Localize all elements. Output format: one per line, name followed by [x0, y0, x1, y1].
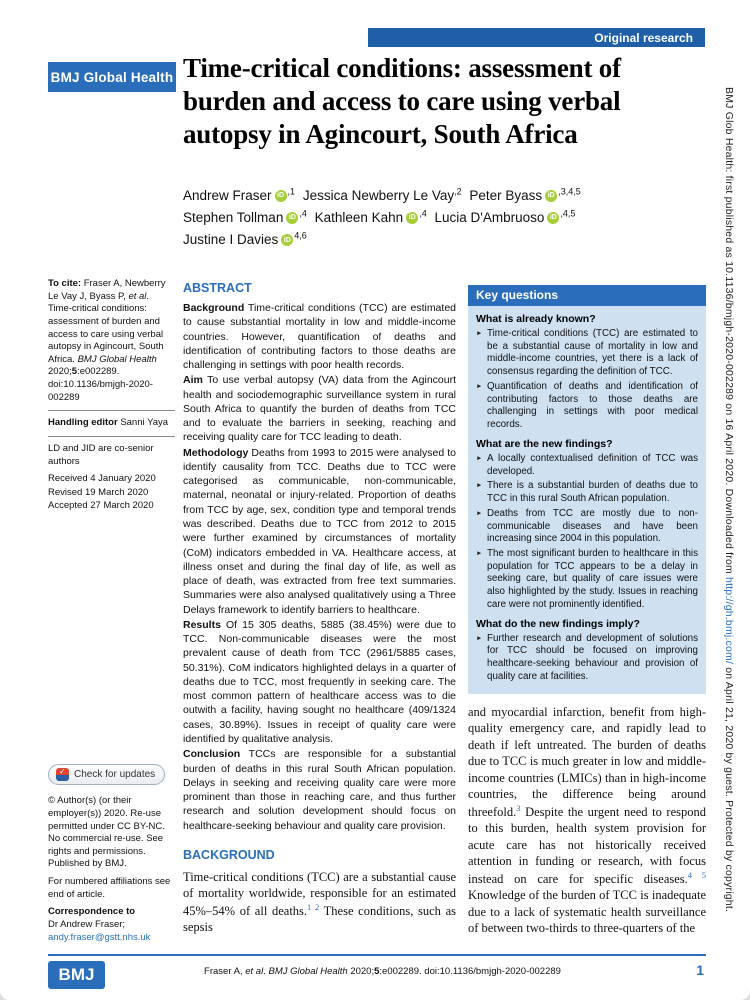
footer-divider [48, 954, 706, 956]
accepted-date: Accepted 27 March 2020 [48, 500, 154, 512]
author-affiliation-sup: ,2 [454, 186, 462, 196]
key-questions-subheading: What is already known? [476, 313, 596, 325]
cite-authors: Fraser A, Newberry Le Vay J, Byass P, [48, 278, 166, 302]
orcid-icon[interactable]: iD [275, 190, 287, 202]
cite-year: 2020; [48, 366, 72, 378]
page-number: 1 [696, 962, 704, 978]
author-name: Kathleen Kahn [314, 209, 404, 225]
abstract-section-label: Background [183, 302, 245, 314]
reference-link[interactable]: 3 [516, 802, 521, 813]
key-question-bullet: ► There is a substantial burden of deaths due to TCC in this rural South African population. [476, 480, 698, 505]
abstract-column [183, 281, 456, 936]
copyright-note: © Author(s) (or their employer(s)) 2020. Re-use permitted under CC BY-NC. No commercial re-use. See rights and permissions. Published by BMJ. [48, 795, 165, 870]
divider [48, 436, 175, 437]
correspondence-label: Correspondence to [48, 906, 136, 918]
body-paragraph [468, 704, 706, 937]
citation-block [48, 278, 175, 404]
abstract-section [183, 373, 456, 444]
key-questions-subheading: What are the new findings? [476, 437, 613, 450]
author-name: Peter Byass [469, 187, 543, 203]
cite-journal: BMJ Global Health [77, 353, 157, 365]
background-paragraph [183, 869, 456, 936]
footer-cite-volume: 5 [374, 966, 380, 977]
footer-cite-year: 2020; [347, 966, 375, 977]
abstract-section-text: Deaths from 1993 to 2015 were analysed to identify causality from TCC. Deaths due to TCC were categorised as communicable, non-communicable, maternal, neonatal or injury-related. Proportion of deaths from TCC by age, sex, condition type and temporal trends was described. Deaths due to TCC from 2012 to 2015 were further examined by circumstances of mortality (CoM) indicators embedded in VA. Healthcare access, at illness onset and during the final day of life, as well as place of death, was extracted from free text summaries. Summaries were also analysed qualitatively using a Three Delays framework to identify barriers to healthcare. [183, 446, 456, 616]
background-heading: BACKGROUND [183, 847, 275, 862]
affiliations-note: For numbered affiliations see end of article. [48, 876, 171, 900]
author [183, 232, 307, 247]
author-name: Justine I Davies [183, 231, 279, 247]
cite-volume: 5 [71, 366, 78, 378]
footer-cite-doi: :e002289. doi:10.1136/bmjgh-2020-002289 [379, 966, 561, 977]
key-questions-list [476, 633, 698, 684]
crossmark-icon [56, 768, 69, 781]
key-questions-title: Key questions [468, 285, 706, 306]
gh-bmj-url-link[interactable]: http://gh.bmj.com/ [723, 577, 735, 665]
abstract-body [183, 301, 456, 833]
check-for-updates-label: Check for updates [74, 769, 156, 780]
footer-cite-sep: . [263, 966, 269, 977]
author [315, 210, 427, 225]
author [469, 188, 580, 203]
author [183, 188, 295, 203]
author-affiliation-sup: 4,6 [294, 230, 307, 241]
key-question-bullet: ► A locally contextualised definition of TCC was developed. [476, 453, 698, 478]
key-question-bullet: ► Further research and development of solutions for TCC should be focused on improving healthcare-seeking behaviour and provision of quality care at facilities. [476, 633, 698, 684]
abstract-section [183, 301, 456, 372]
side-copyright-post: on April 21, 2020 by guest. Protected by copyright. [723, 664, 735, 913]
key-question-bullet: ► Time-critical conditions (TCC) are estimated to be a substantial cause of mortality in low and middle-income countries, yet there is a lack of consensus regarding the definition of TCC. [476, 328, 698, 379]
journal-logo-label: BMJ Global Health [50, 69, 174, 85]
abstract-section-label: Aim [183, 374, 203, 387]
abstract-section [183, 446, 456, 617]
author-name: Jessica Newberry Le Vay [302, 187, 455, 203]
footer-cite-journal: BMJ Global Health [268, 966, 348, 977]
cite-doi: :e002289. doi:10.1136/bmjgh-2020-002289 [48, 366, 153, 403]
correspondence-name: Dr Andrew Fraser; [48, 918, 126, 930]
footer-cite-authors: Fraser A, [204, 966, 246, 977]
orcid-icon[interactable]: iD [547, 212, 559, 224]
author [303, 188, 462, 203]
key-question-bullet: ► Quantification of deaths and identification of contributing factors to those deaths are challenging in settings with poor medical records. [476, 381, 698, 432]
check-for-updates-button[interactable] [48, 764, 165, 785]
author-name: Stephen Tollman [183, 209, 284, 225]
co-senior-note: LD and JID are co-senior authors [48, 442, 154, 467]
abstract-section-text: Time-critical conditions (TCC) are estimated to cause substantial mortality in low and middle-income countries. However, quantification of deaths and identification of contributing factors to those deaths are challenging in settings with poor health records. [183, 302, 456, 372]
author-affiliation-sup: ,1 [287, 186, 296, 196]
abstract-section-text: Of 15 305 deaths, 5885 (38.45%) were due to TCC. Non-communicable diseases were the most prevalent cause of death from TCC (2961/5885 cases, 50.31%). CoM indicators highlighted delays in a quarter of deaths due to TCC, most frequently in seeking care. The most common pattern of healthcare access was to die outwith a facility, having sought no healthcare (409/1324 cases, 30.89%). Issues in receipt of quality care were identified by qualitative analysis. [183, 618, 457, 745]
abstract-section-label: Results [183, 618, 221, 631]
key-questions-body [468, 306, 706, 694]
abstract-section [183, 618, 456, 746]
key-question-bullet: ► Deaths from TCC are mostly due to non-communicable diseases and have been increasing since 2004 in this population. [476, 508, 698, 546]
orcid-icon[interactable]: iD [545, 190, 557, 202]
abstract-section-label: Conclusion [183, 748, 241, 761]
correspondence-block [48, 906, 175, 944]
orcid-icon[interactable]: iD [406, 212, 418, 224]
author-name: Andrew Fraser [183, 187, 272, 203]
footer-cite-etal: et al [245, 966, 264, 977]
orcid-icon[interactable]: iD [286, 212, 298, 224]
to-cite-label: To cite: [48, 278, 82, 289]
key-questions-box [468, 285, 706, 694]
right-column [468, 285, 706, 937]
article-title: Time-critical conditions: assessment of burden and access to care using verbal autopsy in Agincourt, South Africa [183, 53, 621, 149]
author [434, 210, 575, 225]
footer-citation [110, 966, 655, 977]
side-copyright-pre: BMJ Glob Health: first published as 10.1136/bmjgh-2020-002289 on 16 April 2020. Downloaded from [723, 87, 735, 578]
cite-title: . Time-critical conditions: assessment of burden and access to care using verbal autopsy in Agincourt, South Africa. [48, 290, 164, 365]
author-affiliation-sup: ,4 [419, 208, 427, 219]
cite-etal: et al [128, 290, 147, 302]
received-date: Received 4 January 2020 [48, 473, 156, 485]
author [183, 210, 307, 225]
abstract-section-text: To use verbal autopsy (VA) data from the Agincourt health and sociodemographic surveillance system in rural South Africa to quantify the burden of deaths from TCC and to evaluate the barriers in seeking, reaching and receiving quality care for TCC leading to death. [183, 374, 456, 444]
key-questions-list [476, 328, 698, 432]
divider [48, 410, 175, 411]
revised-date: Revised 19 March 2020 [48, 486, 149, 498]
side-copyright-text [723, 87, 735, 912]
author-affiliation-sup: ,4,5 [560, 208, 576, 219]
email-link[interactable]: andy.fraser@gstt.nhs.uk [48, 931, 151, 943]
author-affiliation-sup: ,4 [299, 208, 307, 219]
key-questions-list [476, 453, 698, 612]
body-text: Knowledge of the burden of TCC is inadequate due to a lack of systematic health surveillance of between two-thirds to three-quarters of the [468, 888, 706, 936]
reference-link[interactable]: 4 5 [687, 869, 707, 880]
banner-label: Original research [594, 30, 693, 45]
journal-logo[interactable] [48, 62, 176, 92]
background-text: Time-critical conditions (TCC) are a substantial cause of mortality worldwide, responsible for an estimated 45%–54% of all deaths. [183, 869, 456, 918]
bmj-logo-label: BMJ [58, 965, 95, 984]
reference-link[interactable]: 1 2 [307, 901, 320, 912]
body-text: and myocardial infarction, benefit from high-quality emergency care, and rapidly lead to death if left untreated. The burden of deaths due to TCC is much greater in low and middle-income countries (LMICs) than in high-income countries, the difference being around threefold. [468, 704, 706, 819]
orcid-icon[interactable]: iD [281, 234, 293, 246]
key-question-bullet: ► The most significant burden to healthcare in this population for TCC appears to be a delay in seeking care, but quality of care issues were also highlighted by the study. Issues in reaching care were not prominently identified. [476, 548, 698, 612]
left-sidebar [48, 278, 175, 949]
side-strip [712, 0, 746, 1000]
abstract-heading: ABSTRACT [183, 281, 252, 295]
handling-editor-label: Handling editor [48, 417, 118, 429]
key-questions-subheading: What do the new findings imply? [476, 617, 640, 630]
author-list [183, 184, 701, 250]
author-affiliation-sup: ,3,4,5 [558, 186, 581, 196]
abstract-section-label: Methodology [183, 446, 249, 459]
article-type-banner [368, 28, 705, 47]
bmj-logo[interactable] [48, 961, 105, 989]
abstract-section [183, 747, 456, 833]
author-name: Lucia D'Ambruoso [434, 209, 545, 225]
handling-editor-name: Sanni Yaya [120, 417, 169, 429]
abstract-section-text: TCCs are responsible for a substantial burden of deaths in this rural South African population. Delays in seeking and receiving quality care were more prominent than those in reaching care, and thus further research and solution development should focus on healthcare-seeking behaviour and quality care provision. [183, 748, 456, 832]
handling-editor [48, 417, 175, 430]
body-text: Despite the urgent need to respond to this burden, health system provision for acute care has not historically received attention in funding or research, with focus instead on care for specific diseases. [468, 804, 706, 886]
background-text: These conditions, such as sepsis [183, 903, 457, 935]
